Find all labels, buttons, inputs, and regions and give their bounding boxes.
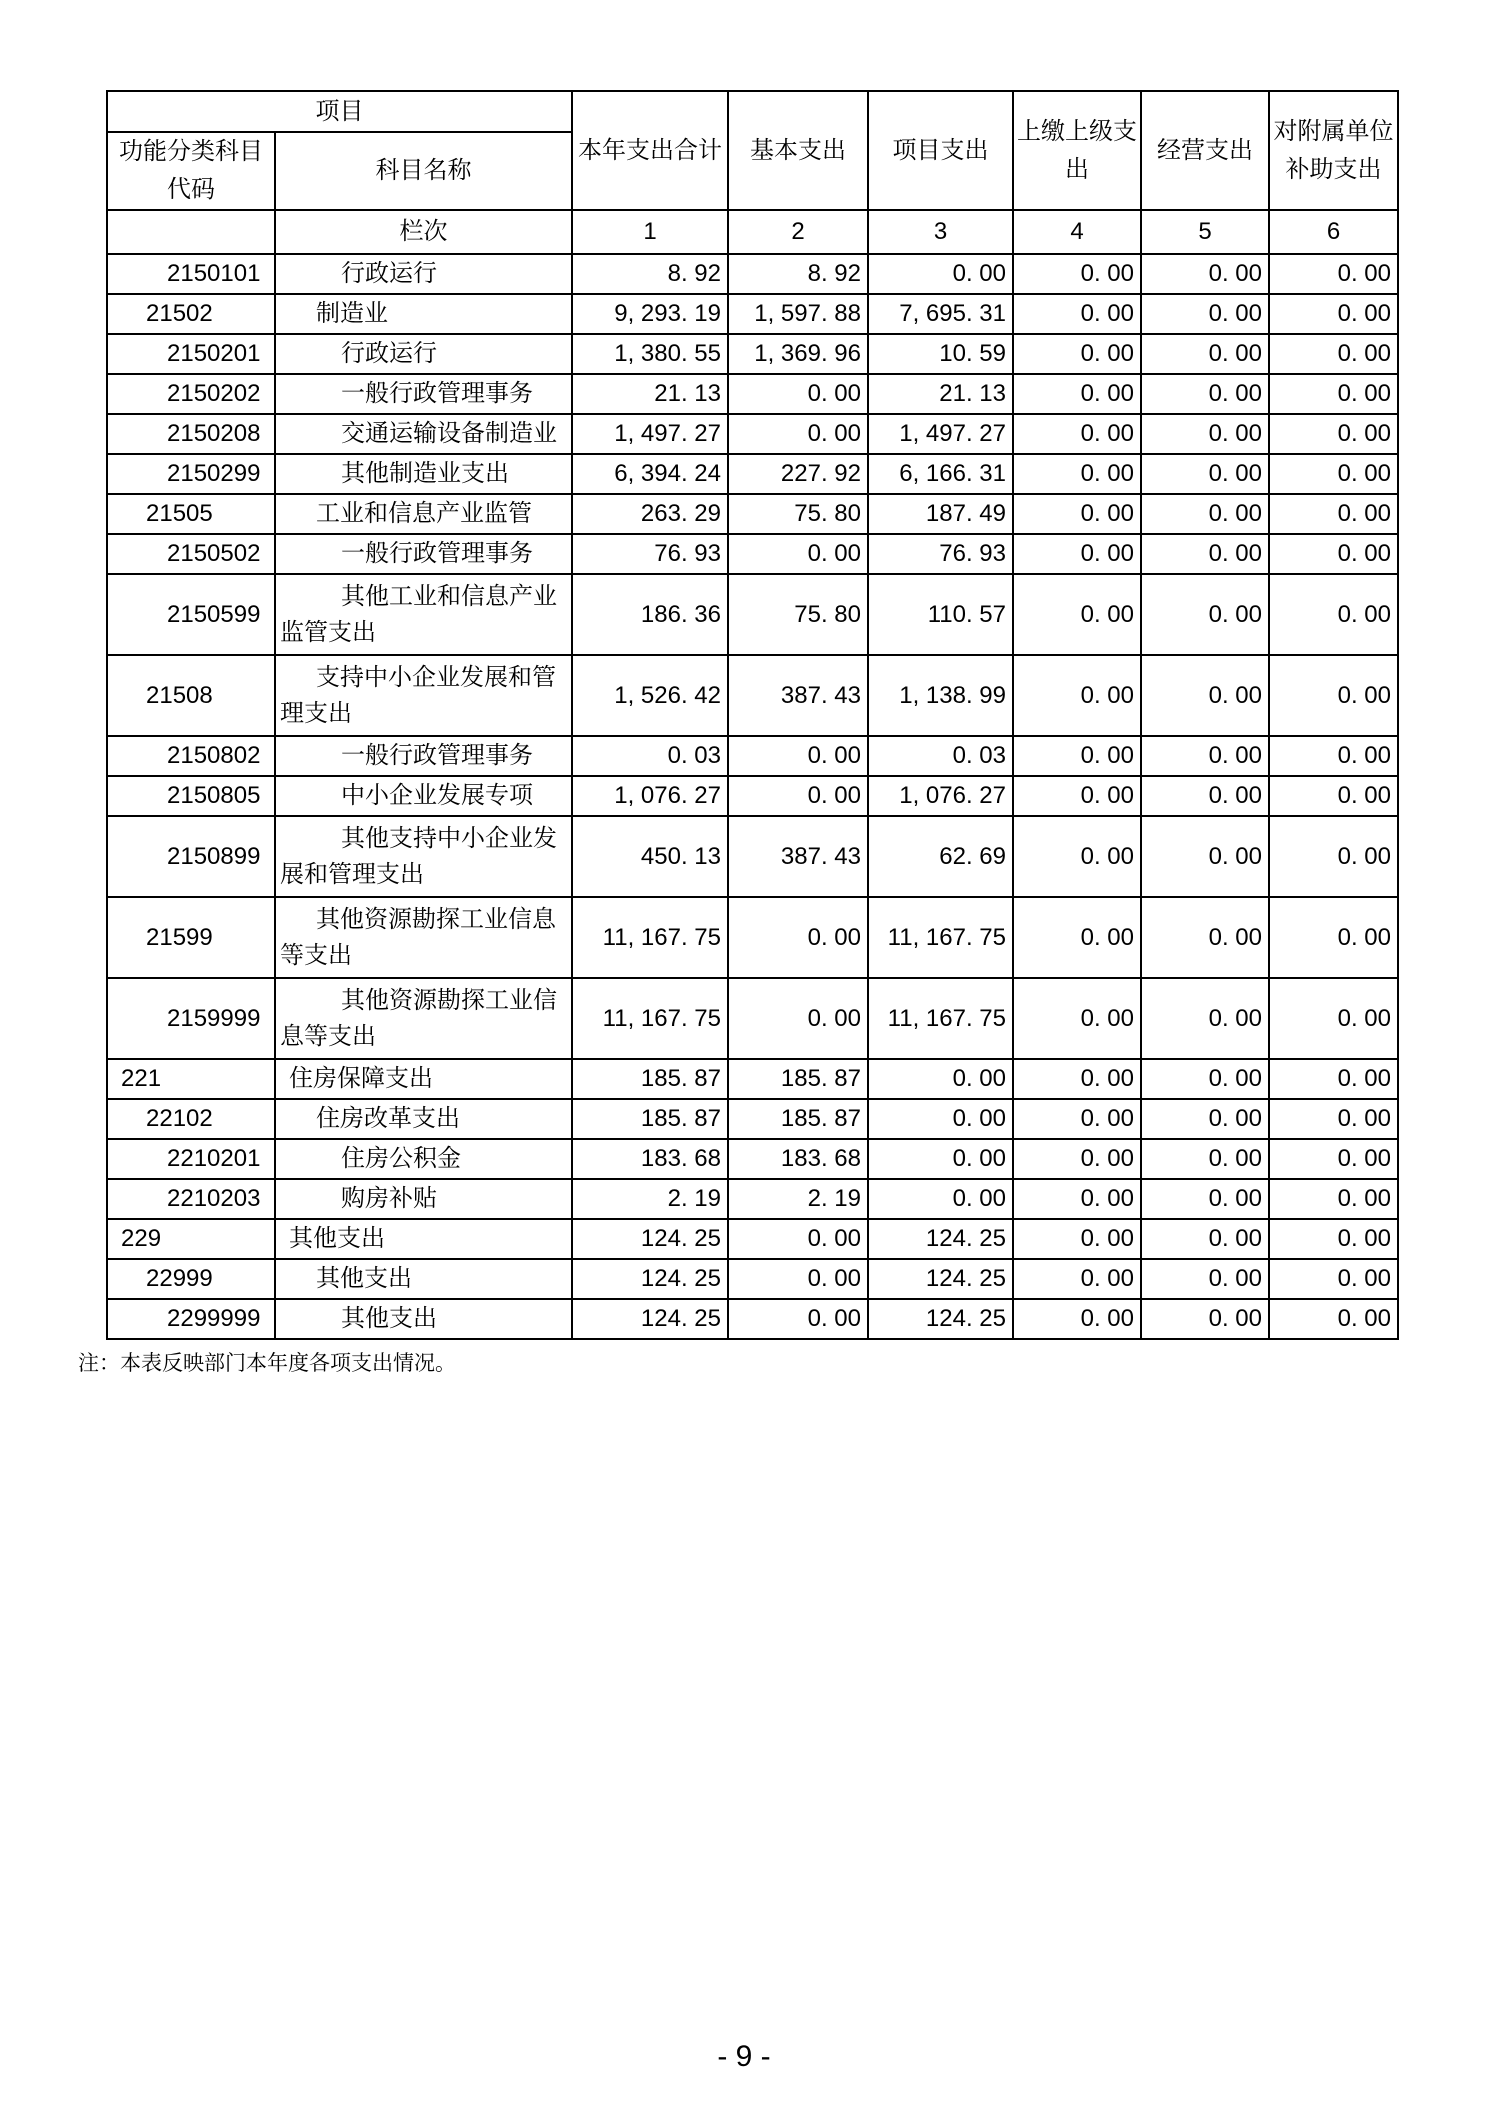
row-value-cell: 124. 25 [572, 1259, 728, 1299]
row-code-cell: 2210203 [107, 1179, 275, 1219]
row-value-cell: 186. 36 [572, 574, 728, 655]
row-value-cell: 0. 00 [1013, 534, 1141, 574]
row-value-cell: 183. 68 [728, 1139, 868, 1179]
row-value-cell: 8. 92 [572, 254, 728, 294]
row-value-cell: 0. 00 [1269, 897, 1398, 978]
row-code-cell: 2150805 [107, 776, 275, 816]
row-value-cell: 0. 00 [1141, 1259, 1269, 1299]
lanci-empty-cell [107, 210, 275, 254]
row-value-cell: 0. 00 [1269, 1059, 1398, 1099]
table-row [107, 978, 1398, 1059]
column-number-cell: 4 [1013, 210, 1141, 254]
row-value-cell: 0. 00 [728, 374, 868, 414]
row-code-cell: 2150802 [107, 736, 275, 776]
row-code-cell: 21508 [107, 655, 275, 736]
row-name-cell: 中小企业发展专项 [275, 776, 572, 816]
row-code-cell: 2159999 [107, 978, 275, 1059]
table-row [107, 414, 1398, 454]
row-value-cell: 0. 00 [1269, 736, 1398, 776]
row-value-cell: 0. 00 [1141, 655, 1269, 736]
row-value-cell: 0. 00 [1013, 1299, 1141, 1339]
row-value-cell: 0. 00 [1269, 374, 1398, 414]
row-value-cell: 0. 00 [1141, 1219, 1269, 1259]
row-name-cell: 其他支出 [275, 1259, 572, 1299]
row-value-cell: 0. 00 [1269, 1299, 1398, 1339]
row-code-cell: 2150899 [107, 816, 275, 897]
row-name-cell: 住房公积金 [275, 1139, 572, 1179]
column-number-cell: 3 [868, 210, 1013, 254]
row-value-cell: 0. 00 [1141, 1179, 1269, 1219]
row-code-cell: 21505 [107, 494, 275, 534]
row-value-cell: 387. 43 [728, 816, 868, 897]
row-value-cell: 1, 526. 42 [572, 655, 728, 736]
row-name-cell: 一般行政管理事务 [275, 534, 572, 574]
row-value-cell: 124. 25 [868, 1299, 1013, 1339]
row-name-cell: 住房保障支出 [275, 1059, 572, 1099]
row-value-cell: 0. 00 [868, 1099, 1013, 1139]
column-number-cell: 6 [1269, 210, 1398, 254]
row-name-cell: 住房改革支出 [275, 1099, 572, 1139]
row-value-cell: 7, 695. 31 [868, 294, 1013, 334]
table-row [107, 1259, 1398, 1299]
row-value-cell: 0. 00 [728, 414, 868, 454]
row-value-cell: 0. 00 [1269, 534, 1398, 574]
row-value-cell: 0. 00 [1141, 1299, 1269, 1339]
row-value-cell: 11, 167. 75 [572, 978, 728, 1059]
row-value-cell: 0. 00 [1013, 978, 1141, 1059]
row-code-cell: 2150101 [107, 254, 275, 294]
row-code-cell: 229 [107, 1219, 275, 1259]
row-name-cell: 交通运输设备制造业 [275, 414, 572, 454]
row-value-cell: 0. 00 [1141, 736, 1269, 776]
row-value-cell: 0. 00 [1269, 1179, 1398, 1219]
column-index-row [107, 210, 1398, 254]
row-code-cell: 22999 [107, 1259, 275, 1299]
row-name-cell: 一般行政管理事务 [275, 736, 572, 776]
row-code-cell: 2150502 [107, 534, 275, 574]
row-value-cell: 75. 80 [728, 574, 868, 655]
row-value-cell: 0. 00 [1269, 334, 1398, 374]
header-code-cell [107, 132, 275, 210]
row-value-cell: 11, 167. 75 [868, 897, 1013, 978]
row-value-cell: 1, 076. 27 [868, 776, 1013, 816]
row-value-cell: 0. 00 [1013, 374, 1141, 414]
table-row [107, 897, 1398, 978]
row-value-cell: 21. 13 [572, 374, 728, 414]
column-number-cell: 5 [1141, 210, 1269, 254]
row-value-cell: 227. 92 [728, 454, 868, 494]
row-name-cell: 其他支持中小企业发展和管理支出 [275, 816, 572, 897]
row-value-cell: 11, 167. 75 [868, 978, 1013, 1059]
table-row [107, 294, 1398, 334]
row-value-cell: 0. 00 [1013, 655, 1141, 736]
row-value-cell: 1, 369. 96 [728, 334, 868, 374]
row-code-cell: 2210201 [107, 1139, 275, 1179]
row-value-cell: 0. 00 [1269, 454, 1398, 494]
row-value-cell: 0. 00 [1269, 1219, 1398, 1259]
row-name-cell: 其他资源勘探工业信息等支出 [275, 978, 572, 1059]
header-total-expenditure-cell: 本年支出合计 [572, 91, 728, 210]
row-value-cell: 185. 87 [728, 1099, 868, 1139]
row-value-cell: 0. 00 [1013, 414, 1141, 454]
header-code-line2: 代码 [167, 176, 215, 203]
row-value-cell: 0. 00 [728, 1299, 868, 1339]
row-name-cell: 行政运行 [275, 334, 572, 374]
header-upturned-expenditure-cell: 上缴上级支出 [1013, 91, 1141, 210]
header-subsidy-expenditure-cell: 对附属单位补助支出 [1269, 91, 1398, 210]
table-row [107, 736, 1398, 776]
row-value-cell: 6, 166. 31 [868, 454, 1013, 494]
table-row [107, 816, 1398, 897]
table-row [107, 1299, 1398, 1339]
row-name-cell: 其他支出 [275, 1219, 572, 1259]
row-name-cell: 制造业 [275, 294, 572, 334]
row-code-cell: 22102 [107, 1099, 275, 1139]
row-value-cell: 0. 00 [1269, 1259, 1398, 1299]
row-value-cell: 0. 00 [1013, 254, 1141, 294]
row-value-cell: 0. 00 [1013, 736, 1141, 776]
row-code-cell: 21599 [107, 897, 275, 978]
page-number: - 9 - [717, 2040, 771, 2073]
row-code-cell: 2299999 [107, 1299, 275, 1339]
row-name-cell: 支持中小企业发展和管理支出 [275, 655, 572, 736]
row-value-cell: 0. 00 [1013, 1059, 1141, 1099]
row-value-cell: 0. 00 [728, 534, 868, 574]
row-value-cell: 0. 03 [572, 736, 728, 776]
table-row [107, 534, 1398, 574]
row-value-cell: 0. 00 [728, 776, 868, 816]
row-value-cell: 21. 13 [868, 374, 1013, 414]
row-name-cell: 其他工业和信息产业监管支出 [275, 574, 572, 655]
row-value-cell: 0. 00 [728, 978, 868, 1059]
row-value-cell: 0. 00 [1013, 454, 1141, 494]
row-value-cell: 0. 00 [1141, 1059, 1269, 1099]
row-value-cell: 124. 25 [572, 1299, 728, 1339]
row-value-cell: 0. 00 [728, 897, 868, 978]
row-value-cell: 0. 00 [1013, 897, 1141, 978]
row-value-cell: 124. 25 [868, 1259, 1013, 1299]
row-value-cell: 0. 00 [1141, 574, 1269, 655]
row-value-cell: 0. 00 [1141, 414, 1269, 454]
row-value-cell: 0. 00 [1013, 574, 1141, 655]
row-value-cell: 0. 00 [1269, 816, 1398, 897]
row-value-cell: 0. 00 [1013, 1219, 1141, 1259]
row-value-cell: 2. 19 [728, 1179, 868, 1219]
column-number-cell: 1 [572, 210, 728, 254]
row-value-cell: 0. 00 [868, 1139, 1013, 1179]
row-value-cell: 0. 00 [1141, 294, 1269, 334]
row-value-cell: 0. 00 [1141, 897, 1269, 978]
row-value-cell: 0. 00 [868, 1179, 1013, 1219]
row-value-cell: 0. 00 [1269, 776, 1398, 816]
row-value-cell: 1, 497. 27 [868, 414, 1013, 454]
table-row [107, 1179, 1398, 1219]
row-value-cell: 0. 00 [1141, 494, 1269, 534]
row-value-cell: 187. 49 [868, 494, 1013, 534]
row-name-cell: 其他资源勘探工业信息等支出 [275, 897, 572, 978]
row-value-cell: 0. 00 [1269, 978, 1398, 1059]
row-value-cell: 0. 00 [1141, 254, 1269, 294]
row-value-cell: 0. 00 [1013, 1179, 1141, 1219]
table-row [107, 1139, 1398, 1179]
row-value-cell: 0. 00 [1013, 1099, 1141, 1139]
expenditure-table [106, 90, 1399, 1340]
row-value-cell: 0. 00 [1141, 454, 1269, 494]
row-name-cell: 行政运行 [275, 254, 572, 294]
row-code-cell: 221 [107, 1059, 275, 1099]
row-value-cell: 0. 00 [1269, 655, 1398, 736]
row-value-cell: 185. 87 [572, 1099, 728, 1139]
row-value-cell: 0. 00 [728, 1219, 868, 1259]
row-value-cell: 0. 00 [1141, 816, 1269, 897]
row-value-cell: 11, 167. 75 [572, 897, 728, 978]
row-code-cell: 2150299 [107, 454, 275, 494]
row-value-cell: 0. 00 [1141, 374, 1269, 414]
row-value-cell: 75. 80 [728, 494, 868, 534]
row-value-cell: 1, 497. 27 [572, 414, 728, 454]
table-row [107, 1099, 1398, 1139]
row-value-cell: 8. 92 [728, 254, 868, 294]
header-project-cell: 项目 [107, 91, 572, 132]
header-subject-name-cell: 科目名称 [275, 132, 572, 210]
table-note: 注：本表反映部门本年度各项支出情况。 [78, 1352, 456, 1375]
lanci-label-cell: 栏次 [275, 210, 572, 254]
row-value-cell: 0. 00 [1269, 254, 1398, 294]
row-value-cell: 110. 57 [868, 574, 1013, 655]
row-value-cell: 62. 69 [868, 816, 1013, 897]
row-value-cell: 0. 00 [1141, 534, 1269, 574]
row-value-cell: 0. 00 [1141, 334, 1269, 374]
row-value-cell: 185. 87 [728, 1059, 868, 1099]
row-value-cell: 0. 03 [868, 736, 1013, 776]
row-value-cell: 6, 394. 24 [572, 454, 728, 494]
row-value-cell: 0. 00 [728, 736, 868, 776]
row-name-cell: 其他制造业支出 [275, 454, 572, 494]
row-value-cell: 0. 00 [1141, 1099, 1269, 1139]
row-value-cell: 10. 59 [868, 334, 1013, 374]
row-value-cell: 0. 00 [1269, 294, 1398, 334]
row-value-cell: 0. 00 [1269, 1139, 1398, 1179]
row-value-cell: 0. 00 [1013, 334, 1141, 374]
row-value-cell: 0. 00 [1013, 1259, 1141, 1299]
table-row [107, 776, 1398, 816]
table-row [107, 1059, 1398, 1099]
row-value-cell: 0. 00 [1141, 1139, 1269, 1179]
row-value-cell: 0. 00 [1269, 574, 1398, 655]
table-row [107, 374, 1398, 414]
row-value-cell: 0. 00 [1013, 494, 1141, 534]
column-number-cell: 2 [728, 210, 868, 254]
table-row [107, 334, 1398, 374]
row-value-cell: 0. 00 [1269, 494, 1398, 534]
row-value-cell: 76. 93 [868, 534, 1013, 574]
header-row-1 [107, 91, 1398, 132]
row-name-cell: 其他支出 [275, 1299, 572, 1339]
row-value-cell: 0. 00 [1269, 1099, 1398, 1139]
row-value-cell: 450. 13 [572, 816, 728, 897]
table-row [107, 454, 1398, 494]
header-basic-expenditure-cell: 基本支出 [728, 91, 868, 210]
row-value-cell: 76. 93 [572, 534, 728, 574]
row-value-cell: 1, 597. 88 [728, 294, 868, 334]
row-name-cell: 购房补贴 [275, 1179, 572, 1219]
row-value-cell: 2. 19 [572, 1179, 728, 1219]
row-value-cell: 124. 25 [572, 1219, 728, 1259]
table-row [107, 494, 1398, 534]
header-project-expenditure-cell: 项目支出 [868, 91, 1013, 210]
row-value-cell: 0. 00 [868, 254, 1013, 294]
table-row [107, 574, 1398, 655]
row-value-cell: 0. 00 [868, 1059, 1013, 1099]
row-code-cell: 2150201 [107, 334, 275, 374]
table-row [107, 655, 1398, 736]
header-operating-expenditure-cell: 经营支出 [1141, 91, 1269, 210]
row-value-cell: 124. 25 [868, 1219, 1013, 1259]
row-name-cell: 工业和信息产业监管 [275, 494, 572, 534]
row-value-cell: 0. 00 [1013, 776, 1141, 816]
row-value-cell: 1, 138. 99 [868, 655, 1013, 736]
row-value-cell: 0. 00 [1013, 1139, 1141, 1179]
row-value-cell: 0. 00 [1269, 414, 1398, 454]
row-code-cell: 2150202 [107, 374, 275, 414]
row-value-cell: 263. 29 [572, 494, 728, 534]
row-value-cell: 1, 076. 27 [572, 776, 728, 816]
row-code-cell: 2150599 [107, 574, 275, 655]
row-value-cell: 183. 68 [572, 1139, 728, 1179]
row-name-cell: 一般行政管理事务 [275, 374, 572, 414]
row-code-cell: 21502 [107, 294, 275, 334]
row-value-cell: 0. 00 [728, 1259, 868, 1299]
header-code-line1: 功能分类科目 [119, 138, 263, 165]
row-value-cell: 1, 380. 55 [572, 334, 728, 374]
row-value-cell: 9, 293. 19 [572, 294, 728, 334]
row-value-cell: 0. 00 [1141, 776, 1269, 816]
row-value-cell: 0. 00 [1013, 816, 1141, 897]
row-value-cell: 0. 00 [1013, 294, 1141, 334]
table-row [107, 1219, 1398, 1259]
table-row [107, 254, 1398, 294]
row-code-cell: 2150208 [107, 414, 275, 454]
row-value-cell: 185. 87 [572, 1059, 728, 1099]
row-value-cell: 0. 00 [1141, 978, 1269, 1059]
row-value-cell: 387. 43 [728, 655, 868, 736]
